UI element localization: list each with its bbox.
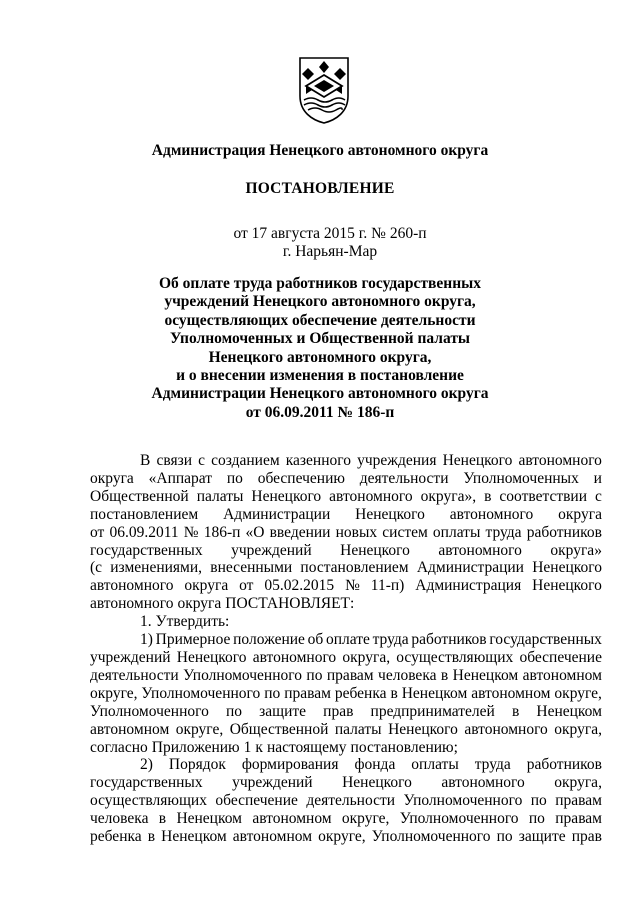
document-title bbox=[0, 275, 640, 422]
body-word: труда bbox=[474, 756, 511, 774]
body-line bbox=[90, 488, 602, 506]
body-word: казенного bbox=[285, 452, 351, 469]
body-line bbox=[90, 577, 602, 595]
body-word: и bbox=[593, 469, 602, 487]
body-word: правам bbox=[326, 666, 374, 684]
body-word: оплаты bbox=[432, 523, 481, 541]
body-line bbox=[90, 739, 602, 757]
body-word: государственных bbox=[489, 631, 602, 649]
body-word: по bbox=[264, 684, 281, 702]
body-word: обеспечение bbox=[215, 792, 298, 810]
body-word: округа» bbox=[550, 541, 602, 559]
body-word: фонда bbox=[354, 756, 396, 774]
body-word: новых bbox=[335, 523, 378, 541]
body-word: правам bbox=[555, 792, 602, 810]
body-word: Общественной bbox=[229, 720, 329, 738]
body-word: в bbox=[440, 666, 449, 684]
body-word: Уполномоченного bbox=[183, 666, 302, 684]
body-word: оплаты bbox=[411, 756, 459, 774]
body-word: осуществляющих bbox=[90, 792, 207, 810]
body-word: работников bbox=[526, 523, 602, 541]
body-word: Общественной bbox=[90, 487, 189, 505]
body-word: Ненецком bbox=[176, 810, 242, 828]
body-word: Уполномоченного bbox=[403, 792, 523, 810]
document-date-number: от 17 августа 2015 г. № 260-п bbox=[233, 225, 427, 242]
body-line bbox=[90, 756, 602, 774]
body-line bbox=[90, 595, 602, 613]
body-word: автономного bbox=[438, 541, 522, 559]
body-word: по bbox=[225, 702, 243, 720]
body-word: 11-п) bbox=[370, 577, 405, 595]
body-line bbox=[90, 452, 602, 470]
body-line bbox=[90, 774, 602, 792]
body-word: автономного bbox=[329, 487, 413, 505]
body-word: формирования bbox=[241, 756, 339, 774]
body-word: учреждений bbox=[231, 541, 312, 559]
body-word: постановлением bbox=[300, 559, 409, 577]
body-word: автономного bbox=[90, 595, 174, 613]
title-line: Администрации Ненецкого автономного округа bbox=[151, 385, 489, 403]
title-line: Ненецкого автономного округа, bbox=[208, 348, 432, 366]
body-word: округа, bbox=[554, 774, 602, 792]
body-word: согласно bbox=[90, 738, 148, 756]
body-line bbox=[90, 613, 602, 631]
body-word: Администрация bbox=[415, 577, 522, 595]
body-line bbox=[90, 524, 602, 542]
title-line: Уполномоченных и Общественной палаты bbox=[169, 330, 471, 348]
body-word: ПОСТАНОВЛЯЕТ: bbox=[225, 595, 355, 613]
body-word: работников bbox=[526, 756, 602, 774]
body-word: по bbox=[226, 469, 243, 487]
body-word: Уполномоченных bbox=[463, 469, 579, 487]
body-word: В bbox=[140, 452, 151, 469]
body-word: защите bbox=[518, 828, 566, 846]
body-word: Ненецком bbox=[536, 702, 602, 720]
body-word: работников bbox=[411, 631, 487, 649]
body-word: созданием bbox=[211, 452, 280, 469]
body-word: автономном bbox=[90, 720, 170, 738]
body-word: Администрации bbox=[223, 505, 331, 523]
body-word: округа bbox=[90, 469, 134, 487]
body-word: Утвердить: bbox=[155, 613, 230, 631]
body-word: ребенка bbox=[90, 828, 142, 846]
body-word: деятельности bbox=[306, 792, 396, 810]
body-word: автономном bbox=[252, 810, 332, 828]
body-line bbox=[90, 470, 602, 488]
body-word: Ненецкого bbox=[355, 505, 425, 523]
body-word: Ненецком bbox=[161, 828, 227, 846]
body-word: Уполномоченного bbox=[141, 684, 261, 702]
body-word: 1) bbox=[140, 631, 153, 649]
body-word: Ненецком bbox=[401, 684, 468, 702]
body-word: (с bbox=[90, 559, 103, 577]
body-word: палаты bbox=[196, 487, 244, 505]
body-word: палаты bbox=[334, 720, 382, 738]
body-word: автономного bbox=[518, 452, 602, 469]
body-line bbox=[90, 703, 602, 721]
body-word: в bbox=[158, 810, 167, 828]
body-word: Ненецкого bbox=[532, 559, 602, 577]
body-word: автономного bbox=[449, 505, 534, 523]
body-word: 1 bbox=[243, 738, 252, 756]
body-word: округе, bbox=[554, 684, 602, 702]
body-word: № bbox=[183, 523, 199, 541]
body-word: автономном bbox=[232, 828, 313, 846]
body-word: обеспечению bbox=[257, 469, 345, 487]
body-word: Ненецкого bbox=[340, 541, 410, 559]
body-line bbox=[90, 828, 602, 846]
body-word: автономном bbox=[471, 684, 551, 702]
body-word: учреждений bbox=[232, 774, 313, 792]
body-word: по bbox=[528, 810, 545, 828]
body-word: осуществляющих bbox=[396, 648, 514, 666]
body-word: Ненецкого bbox=[442, 452, 513, 469]
body-word: 186-п bbox=[203, 523, 241, 541]
body-word: человека bbox=[90, 810, 149, 828]
body-word: по bbox=[496, 828, 513, 846]
body-word: об bbox=[307, 631, 324, 649]
title-line: осуществляющих обеспечение деятельности bbox=[164, 311, 476, 329]
body-word: округа bbox=[184, 577, 229, 595]
body-word: постановлением bbox=[90, 505, 199, 523]
organization-name: Администрация Ненецкого автономного округа bbox=[151, 142, 489, 159]
body-word: Администрации bbox=[416, 559, 524, 577]
body-word: труда bbox=[485, 523, 522, 541]
body-line bbox=[90, 559, 602, 577]
body-word: постановлению; bbox=[350, 738, 458, 756]
body-word: ребенка bbox=[334, 684, 387, 702]
body-word: округа, bbox=[554, 720, 602, 738]
title-line: Об оплате труда работников государственных bbox=[158, 275, 482, 292]
body-word: с bbox=[198, 452, 205, 469]
body-line bbox=[90, 506, 602, 524]
body-word: введении bbox=[269, 523, 331, 541]
body-word: по bbox=[530, 792, 547, 810]
body-word: деятельности bbox=[359, 469, 449, 487]
body-word: Приложению bbox=[151, 738, 240, 756]
body-word: Ненецкого bbox=[532, 577, 602, 595]
body-word: «О bbox=[245, 523, 265, 541]
body-line bbox=[90, 792, 602, 810]
body-word: Ненецкого bbox=[251, 487, 322, 505]
body-word: систем bbox=[382, 523, 428, 541]
body-word: в bbox=[484, 487, 492, 505]
body-word: учреждения bbox=[357, 452, 437, 469]
body-word: Ненецкого bbox=[342, 774, 412, 792]
body-line bbox=[90, 631, 602, 649]
title-line: учреждений Ненецкого автономного округа, bbox=[164, 293, 476, 311]
body-word: обеспечение bbox=[519, 648, 602, 666]
body-word: Порядок bbox=[168, 756, 226, 774]
body-word: внесенными bbox=[210, 559, 293, 577]
body-line bbox=[90, 721, 602, 739]
body-word: «Аппарат bbox=[148, 469, 213, 487]
body-word: округа bbox=[177, 595, 222, 613]
coat-of-arms-emblem bbox=[298, 56, 350, 124]
body-word: в bbox=[147, 828, 156, 846]
body-word: труда bbox=[372, 631, 409, 649]
body-word: государственных bbox=[90, 774, 203, 792]
body-word: прав bbox=[571, 828, 602, 846]
body-word: учреждений bbox=[90, 648, 171, 666]
body-word: связи bbox=[156, 452, 192, 469]
body-word: автономного bbox=[90, 577, 174, 595]
body-word: автономном bbox=[522, 666, 602, 684]
body-word: Примерное bbox=[155, 631, 231, 649]
body-word: государственных bbox=[90, 541, 203, 559]
body-line bbox=[90, 542, 602, 560]
body-word: округе, bbox=[90, 684, 138, 702]
body-word: № bbox=[345, 577, 360, 595]
body-word: 1. bbox=[140, 613, 152, 631]
body-word: с bbox=[595, 487, 602, 505]
body-word: 06.09.2011 bbox=[109, 523, 179, 541]
body-word: прав bbox=[323, 702, 354, 720]
body-word: округе, bbox=[318, 828, 366, 846]
body-word: в bbox=[390, 684, 398, 702]
body-line bbox=[90, 810, 602, 828]
body-word: положение bbox=[233, 631, 305, 649]
body-word: автономного bbox=[464, 720, 548, 738]
body-word: округа bbox=[558, 505, 602, 523]
body-word: оплате bbox=[325, 631, 370, 649]
document-city: г. Нарьян-Мар bbox=[282, 243, 378, 260]
body-word: от bbox=[90, 523, 105, 541]
body-word: деятельности bbox=[90, 666, 179, 684]
body-word: по bbox=[306, 666, 323, 684]
body-word: соответствии bbox=[499, 487, 588, 505]
body-word: автономного bbox=[252, 648, 337, 666]
body-word: правам bbox=[555, 810, 602, 828]
body-word: Ненецком bbox=[452, 666, 519, 684]
body-word: 05.02.2015 bbox=[264, 577, 335, 595]
body-word: округа, bbox=[342, 648, 391, 666]
body-word: настоящему bbox=[266, 738, 347, 756]
title-line: и о внесении изменения в постановление bbox=[176, 367, 464, 385]
body-word: предпринимателей bbox=[370, 702, 495, 720]
body-word: защите bbox=[259, 702, 307, 720]
body-word: округе, bbox=[175, 720, 224, 738]
document-body bbox=[90, 452, 602, 846]
body-word: 2) bbox=[140, 756, 153, 774]
body-word: округе, bbox=[341, 810, 390, 828]
body-word: человека bbox=[378, 666, 437, 684]
title-line: от 06.09.2011 № 186-п bbox=[245, 403, 395, 421]
body-line bbox=[90, 667, 602, 685]
body-line bbox=[90, 649, 602, 667]
body-word: правам bbox=[284, 684, 331, 702]
body-word: изменениями, bbox=[110, 559, 203, 577]
body-word: в bbox=[511, 702, 520, 720]
body-word: Уполномоченного bbox=[399, 810, 519, 828]
body-word: Уполномоченного bbox=[90, 702, 209, 720]
body-word: Ненецкого bbox=[176, 648, 247, 666]
body-line bbox=[90, 685, 602, 703]
document-type: ПОСТАНОВЛЕНИЕ bbox=[245, 180, 395, 197]
body-word: к bbox=[255, 738, 263, 756]
body-word: Уполномоченного bbox=[371, 828, 491, 846]
body-word: от bbox=[239, 577, 254, 595]
body-word: автономного bbox=[441, 774, 525, 792]
body-word: Ненецкого bbox=[388, 720, 458, 738]
body-word: округа», bbox=[420, 487, 477, 505]
